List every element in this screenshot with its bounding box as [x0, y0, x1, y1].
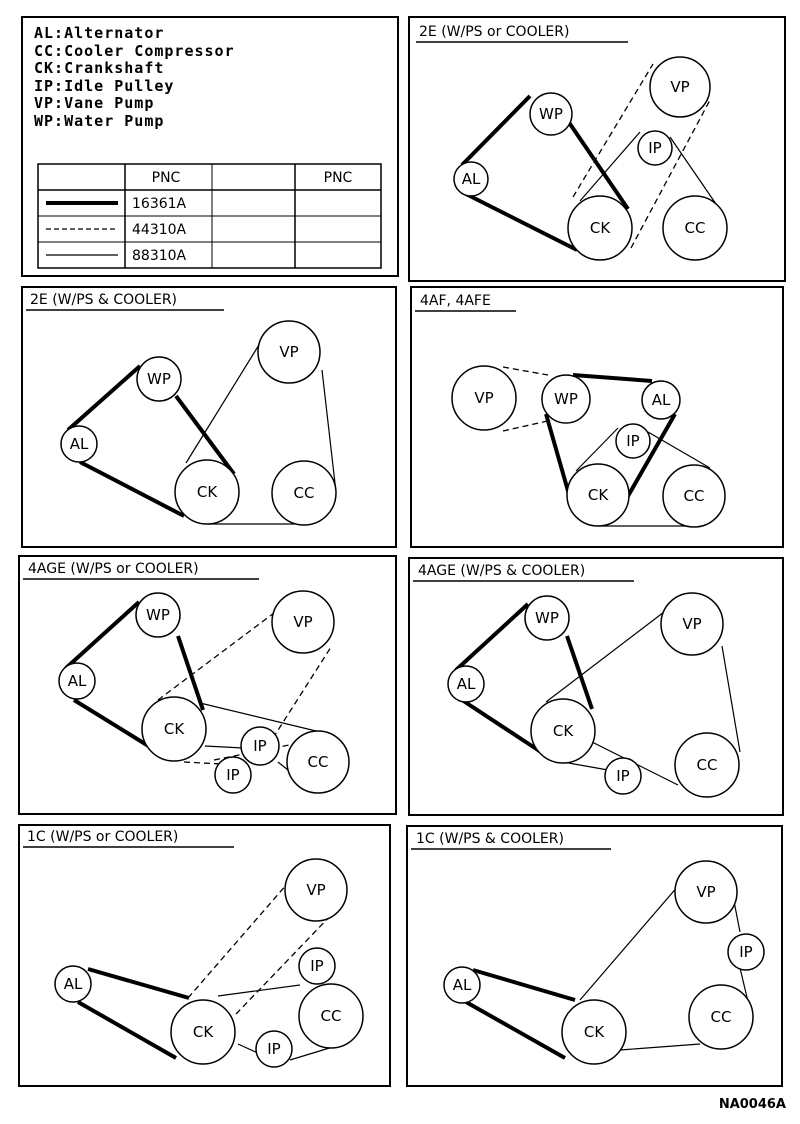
- cc-pulley-label: CC: [710, 1008, 732, 1026]
- ck-pulley-label: CK: [589, 219, 611, 237]
- ck-pulley-label: CK: [192, 1023, 214, 1041]
- pnc-header-1: PNC: [151, 170, 181, 186]
- panel-title: 2E (W/PS & COOLER): [30, 292, 178, 308]
- pnc-value-thin: 88310A: [132, 248, 187, 264]
- ip-pulley-label: IP: [626, 432, 640, 450]
- wp-pulley-label: WP: [535, 609, 559, 627]
- ck-pulley-label: CK: [163, 720, 185, 738]
- panel-title: 1C (W/PS or COOLER): [27, 829, 179, 845]
- panel-title: 2E (W/PS or COOLER): [419, 24, 570, 40]
- legend-abbr-ip: IP:Idle Pulley: [34, 77, 175, 95]
- al-pulley-label: AL: [456, 675, 476, 693]
- panel-2e-ps-and-cooler: [22, 287, 396, 547]
- legend-abbr-ck: CK:Crankshaft: [34, 59, 165, 77]
- vp-pulley-label: VP: [670, 78, 690, 96]
- ck-pulley-label: CK: [196, 483, 218, 501]
- al-pulley-label: AL: [69, 435, 89, 453]
- panel-4age-ps-and-cooler: [409, 558, 783, 815]
- ip-pulley-label-2: IP: [267, 1040, 281, 1058]
- pnc-header-2: PNC: [323, 170, 353, 186]
- cc-pulley-label: CC: [320, 1007, 342, 1025]
- ip-pulley-label-2: IP: [226, 766, 240, 784]
- cc-pulley-label: CC: [307, 753, 329, 771]
- panel-title: 4AGE (W/PS or COOLER): [28, 561, 199, 577]
- vp-pulley-label: VP: [474, 389, 494, 407]
- ip-pulley-label: IP: [253, 737, 267, 755]
- ck-pulley-label: CK: [552, 722, 574, 740]
- al-pulley-label: AL: [63, 975, 83, 993]
- pnc-value-thick: 16361A: [132, 196, 187, 212]
- ck-pulley-label: CK: [587, 486, 609, 504]
- vp-pulley-label: VP: [293, 613, 313, 631]
- legend-abbr-cc: CC:Cooler Compressor: [34, 42, 235, 60]
- al-pulley-label: AL: [452, 976, 472, 994]
- wp-pulley-label: WP: [539, 105, 563, 123]
- ip-pulley-label: IP: [616, 767, 630, 785]
- vp-pulley-label: VP: [696, 883, 716, 901]
- figure-id: NA0046A: [718, 1097, 786, 1112]
- al-pulley-label: AL: [67, 672, 87, 690]
- cc-pulley-label: CC: [684, 219, 706, 237]
- ip-pulley-label: IP: [739, 943, 753, 961]
- panel-title: 4AF, 4AFE: [420, 293, 491, 309]
- legend-abbr-al: AL:Alternator: [34, 24, 165, 42]
- ip-pulley-label: IP: [310, 957, 324, 975]
- vp-pulley-label: VP: [306, 881, 326, 899]
- panel-2e-ps-or-cooler: [409, 17, 785, 281]
- wp-pulley-label: WP: [554, 390, 578, 408]
- cc-pulley-label: CC: [293, 484, 315, 502]
- al-pulley-label: AL: [461, 170, 481, 188]
- vp-pulley-label: VP: [682, 615, 702, 633]
- panel-1c-ps-and-cooler: [407, 826, 782, 1086]
- ip-pulley-label: IP: [648, 139, 662, 157]
- panel-1c-ps-or-cooler: [19, 825, 390, 1086]
- panel-4af-4afe: [411, 287, 783, 547]
- ck-pulley-label: CK: [583, 1023, 605, 1041]
- panel-4age-ps-or-cooler: [19, 556, 396, 814]
- legend-abbr-wp: WP:Water Pump: [34, 112, 165, 130]
- cc-pulley-label: CC: [683, 487, 705, 505]
- legend-abbr-vp: VP:Vane Pump: [34, 94, 155, 112]
- wp-pulley-label: WP: [146, 606, 170, 624]
- wp-pulley-label: WP: [147, 370, 171, 388]
- panel-title: 1C (W/PS & COOLER): [416, 831, 564, 847]
- vp-pulley-label: VP: [279, 343, 299, 361]
- pnc-value-dashed: 44310A: [132, 222, 187, 238]
- cc-pulley-label: CC: [696, 756, 718, 774]
- al-pulley-label: AL: [651, 391, 671, 409]
- panel-title: 4AGE (W/PS & COOLER): [418, 563, 586, 579]
